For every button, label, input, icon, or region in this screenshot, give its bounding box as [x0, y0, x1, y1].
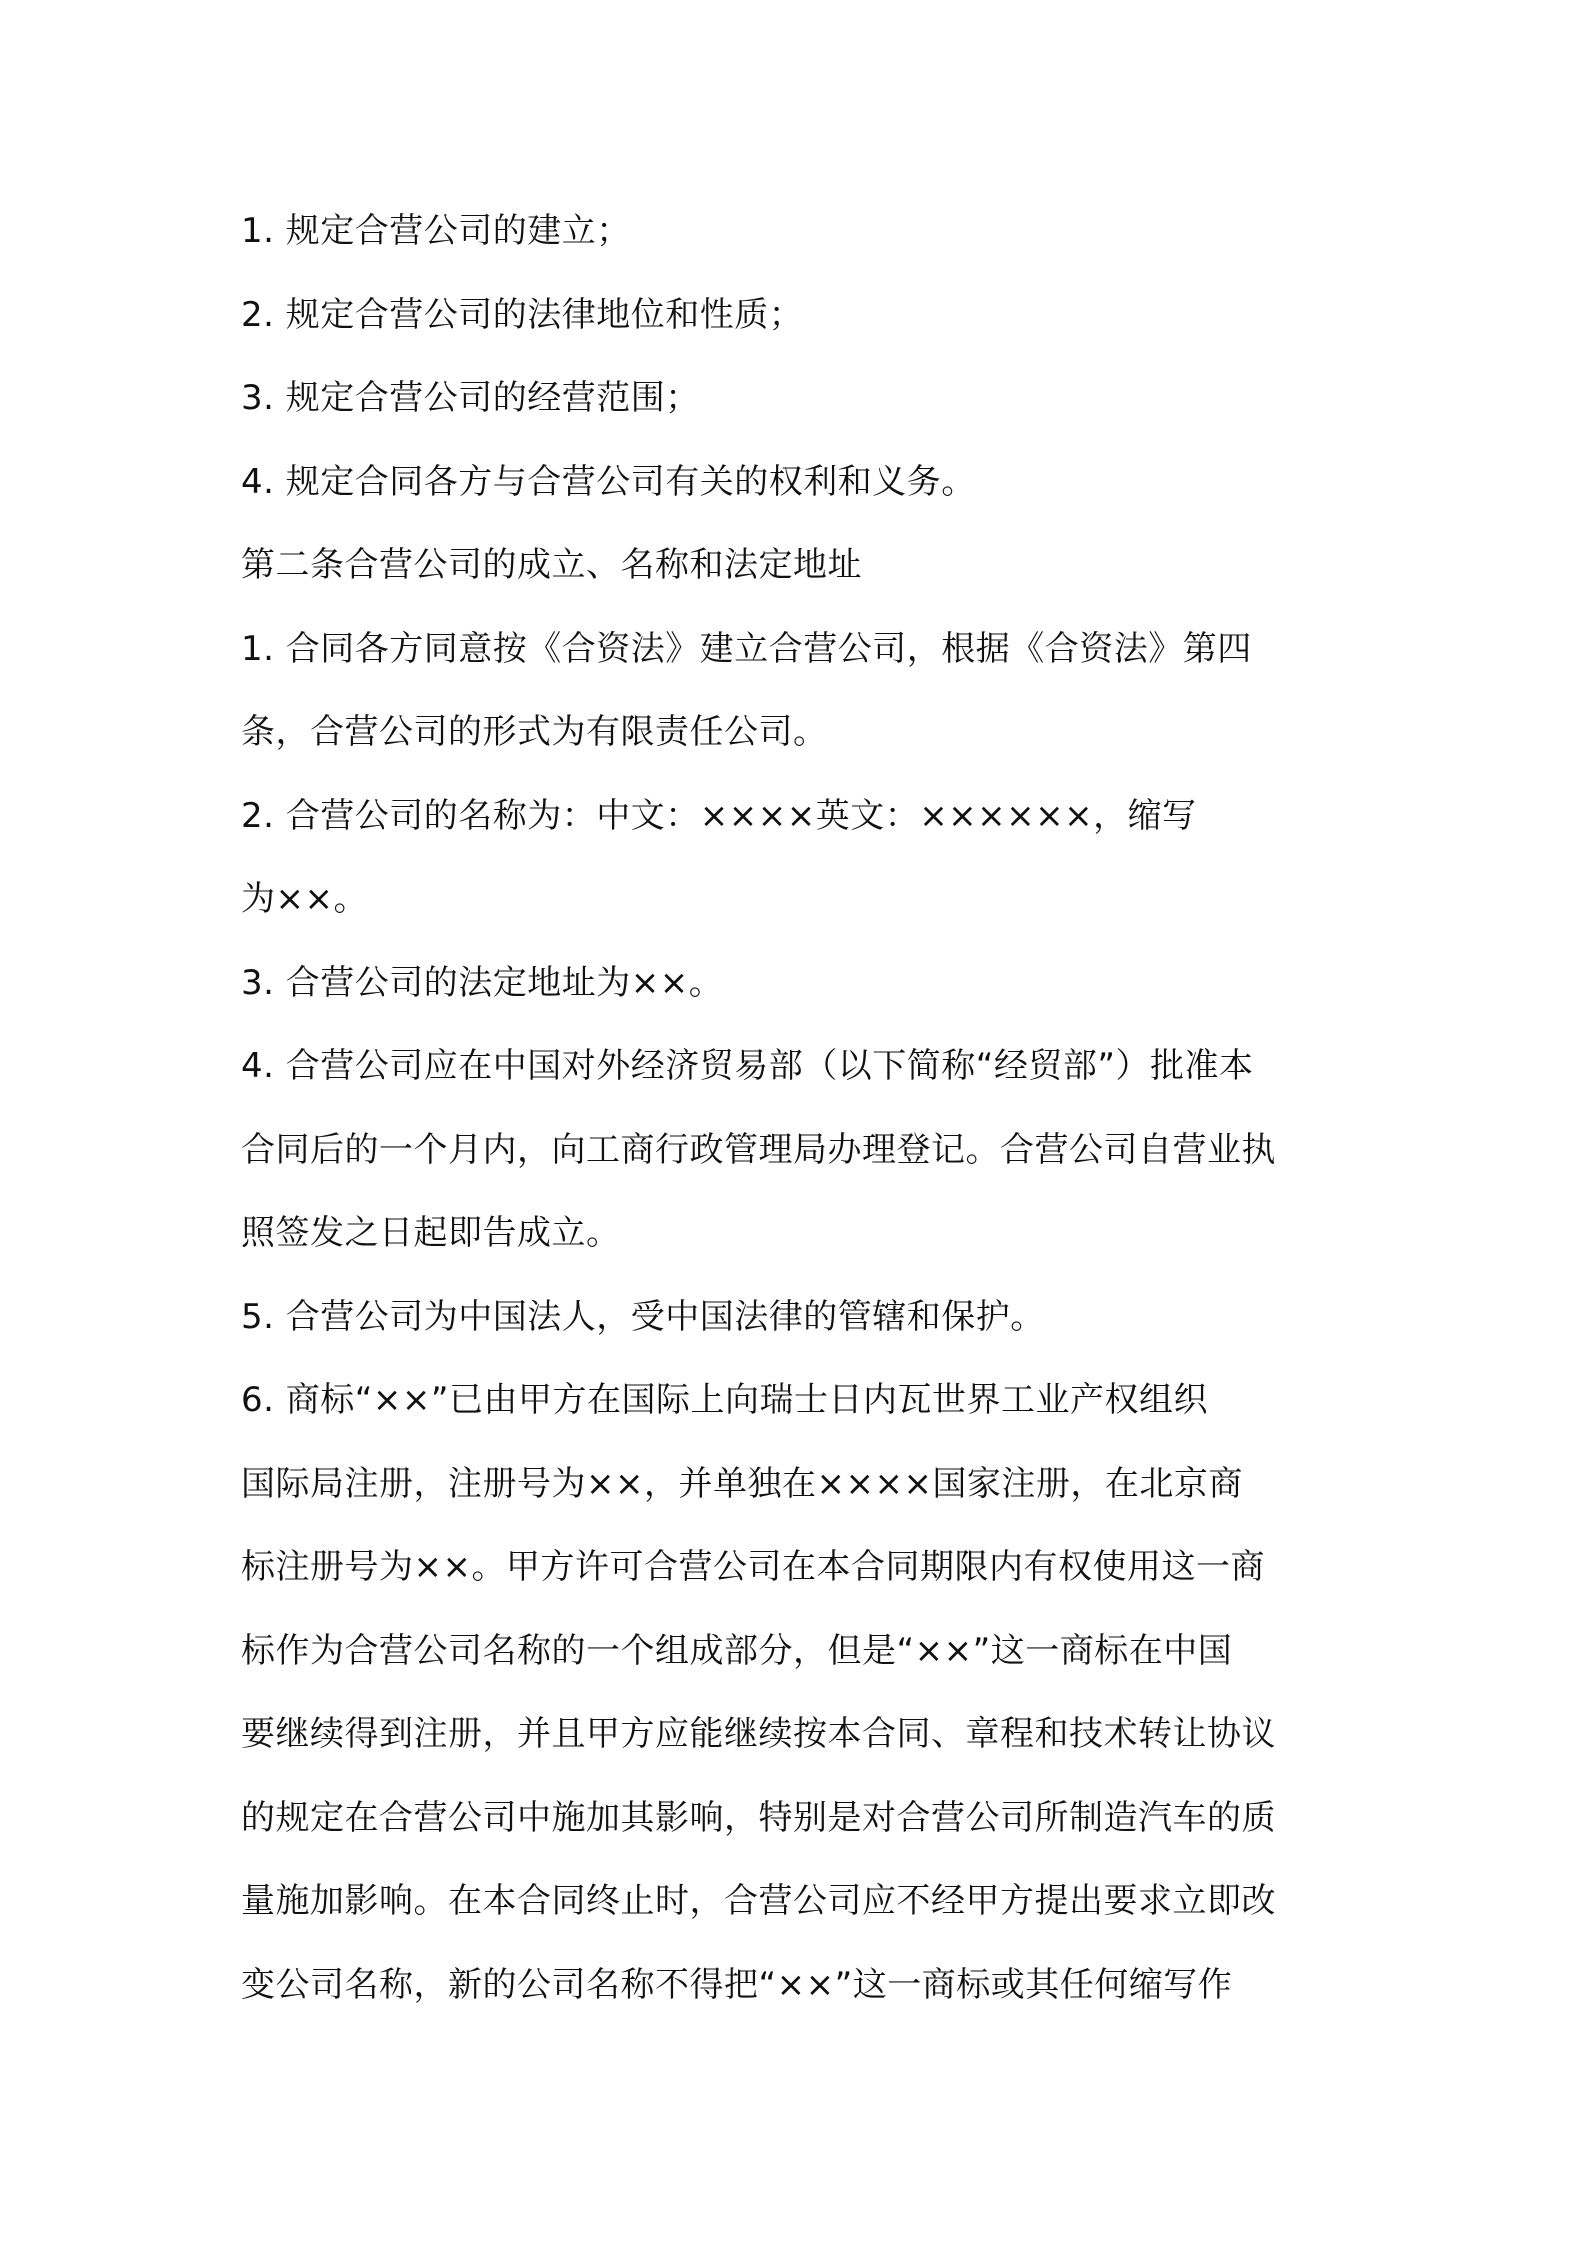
article-heading: 第二条合营公司的成立、名称和法定地址: [241, 545, 862, 585]
text-line-13: 照签发之日起即告成立。: [241, 1213, 621, 1253]
text-line-10: 3. 合营公司的法定地址为××。: [241, 962, 724, 1003]
text-line-11: 4. 合营公司应在中国对外经济贸易部（以下简称“经贸部”）批准本: [241, 1046, 1254, 1086]
text-line-1: 1. 规定合营公司的建立；: [241, 211, 631, 251]
text-line-19: 要继续得到注册，并且甲方应能继续按本合同、章程和技术转让协议: [241, 1714, 1276, 1754]
text-line-12: 合同后的一个月内，向工商行政管理局办理登记。合营公司自营业执: [241, 1129, 1276, 1170]
text-line-22: 变公司名称，新的公司名称不得把“××”这一商标或其任何缩写作: [241, 1964, 1233, 2005]
text-line-17: 标注册号为××。甲方许可合营公司在本合同期限内有权使用这一商: [241, 1547, 1265, 1587]
text-line-16: 国际局注册，注册号为××，并单独在××××国家注册，在北京商: [241, 1463, 1243, 1504]
text-line-3: 3. 规定合营公司的经营范围；: [241, 378, 700, 418]
text-line-20: 的规定在合营公司中施加其影响，特别是对合营公司所制造汽车的质: [241, 1797, 1276, 1838]
text-line-8: 2. 合营公司的名称为：中文：××××英文：××××××，缩写: [241, 795, 1197, 836]
text-line-15: 6. 商标“××”已由甲方在国际上向瑞士日内瓦世界工业产权组织: [241, 1380, 1208, 1420]
text-line-2: 2. 规定合营公司的法律地位和性质；: [241, 294, 804, 335]
text-line-21: 量施加影响。在本合同终止时，合营公司应不经甲方提出要求立即改: [241, 1881, 1276, 1921]
text-line-7: 条，合营公司的形式为有限责任公司。: [241, 712, 828, 752]
text-line-14: 5. 合营公司为中国法人，受中国法律的管辖和保护。: [241, 1296, 1045, 1337]
text-line-9: 为××。: [241, 879, 368, 919]
document-page: [241, 190, 1361, 2027]
text-line-18: 标作为合营公司名称的一个组成部分，但是“××”这一商标在中国: [241, 1630, 1233, 1671]
text-line-6: 1. 合同各方同意按《合资法》建立合营公司，根据《合资法》第四: [241, 628, 1252, 669]
text-line-4: 4. 规定合同各方与合营公司有关的权利和义务。: [241, 461, 976, 502]
